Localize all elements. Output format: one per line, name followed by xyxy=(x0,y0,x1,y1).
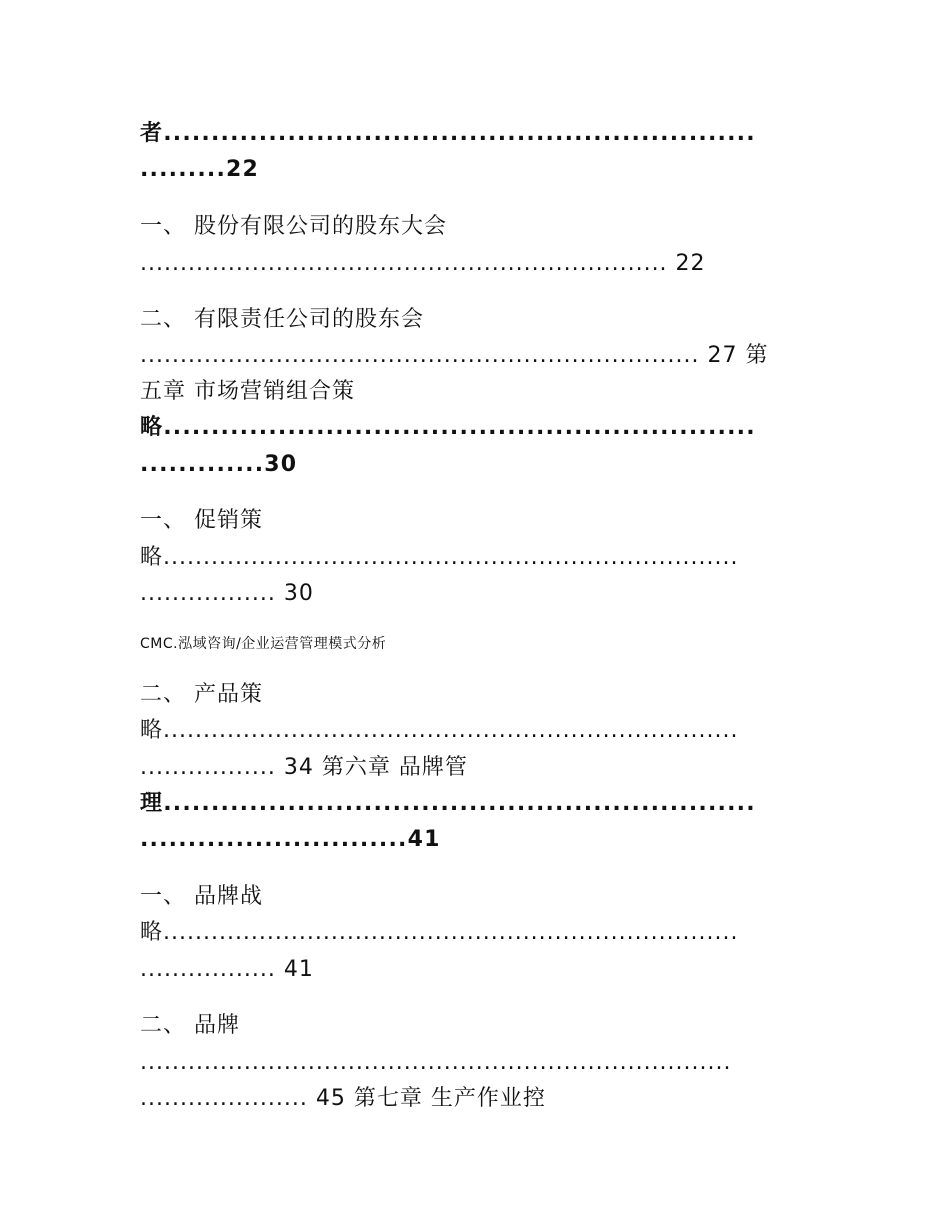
toc-leader-line: 略........................................................................ xyxy=(140,718,739,743)
toc-entry-title: 一、 品牌战 xyxy=(140,884,263,909)
toc-leader-line: .......................................................................... xyxy=(140,1050,732,1075)
running-header: CMC.泓域咨询/企业运营管理模式分析 xyxy=(140,636,387,652)
toc-line: 理.............................................................. xyxy=(140,791,756,816)
toc-leader-line: .................................................................. 22 xyxy=(140,251,706,276)
toc-entry-title: 一、 股份有限公司的股东大会 xyxy=(140,214,447,239)
toc-entry-title: 二、 品牌 xyxy=(140,1013,240,1038)
toc-leader-line: ...................................................................... 27 第 xyxy=(140,343,769,368)
toc-leader-line: ................. 41 xyxy=(140,957,314,982)
toc-page-number: .............30 xyxy=(140,452,298,477)
toc-entry-title: 一、 促销策 xyxy=(140,508,263,533)
toc-leader-line: ................. 30 xyxy=(140,581,314,606)
toc-leader-line: ..................... 45 第七章 生产作业控 xyxy=(140,1086,546,1111)
toc-chapter-title: 五章 市场营销组合策 xyxy=(140,379,355,404)
toc-page-number: .........22 xyxy=(140,157,260,182)
toc-page-number: ............................41 xyxy=(140,827,441,852)
toc-leader-line: 略........................................................................ xyxy=(140,545,739,570)
toc-entry-title: 二、 产品策 xyxy=(140,682,263,707)
toc-line: 略.............................................................. xyxy=(140,415,756,440)
toc-entry-title: 二、 有限责任公司的股东会 xyxy=(140,307,424,332)
toc-leader-line: 略........................................................................ xyxy=(140,920,739,945)
toc-leader-line: ................. 34 第六章 品牌管 xyxy=(140,755,468,780)
toc-line: 者.............................................................. xyxy=(140,121,756,146)
